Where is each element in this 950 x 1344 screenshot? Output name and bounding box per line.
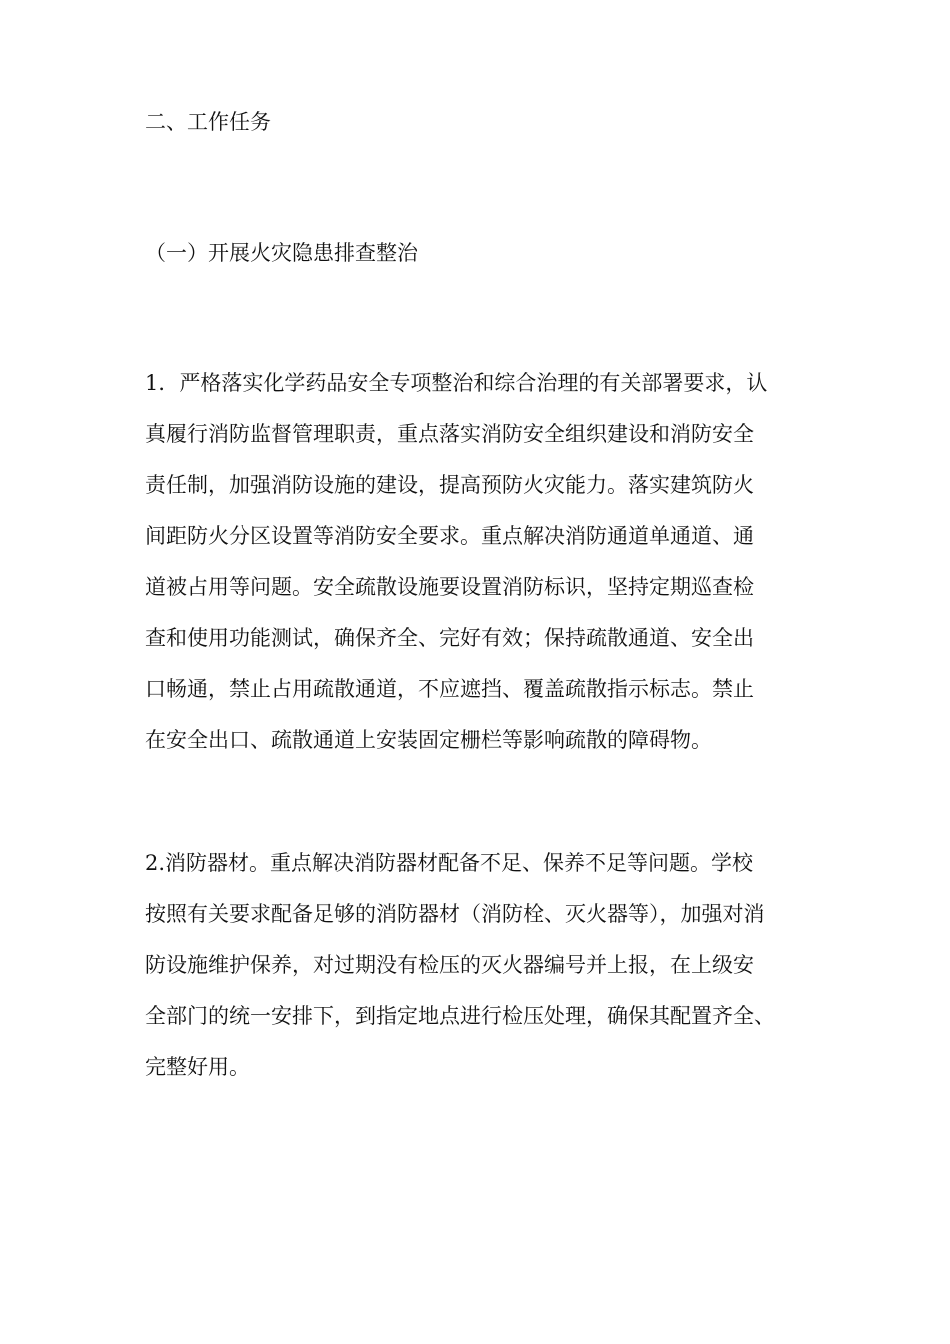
paragraph-line: 口畅通，禁止占用疏散通道，不应遮挡、覆盖疏散指示标志。禁止 <box>145 677 754 701</box>
section-heading: 二、工作任务 <box>145 110 271 134</box>
paragraph-line: 道被占用等问题。安全疏散设施要设置消防标识，坚持定期巡查检 <box>145 575 754 599</box>
paragraph-line: 查和使用功能测试，确保齐全、完好有效；保持疏散通道、安全出 <box>145 626 754 650</box>
paragraph-line: 2.消防器材。重点解决消防器材配备不足、保养不足等问题。学校 <box>145 851 754 875</box>
paragraph-line: 责任制，加强消防设施的建设，提高预防火灾能力。落实建筑防火 <box>145 473 754 497</box>
paragraph-line: 间距防火分区设置等消防安全要求。重点解决消防通道单通道、通 <box>145 524 754 548</box>
paragraph-line: 按照有关要求配备足够的消防器材（消防栓、灭火器等），加强对消 <box>145 902 765 926</box>
paragraph-line: 防设施维护保养，对过期没有检压的灭火器编号并上报，在上级安 <box>145 953 754 977</box>
paragraph-line: 全部门的统一安排下，到指定地点进行检压处理，确保其配置齐全、 <box>145 1004 775 1028</box>
paragraph-line: 1．严格落实化学药品安全专项整治和综合治理的有关部署要求，认 <box>145 371 768 395</box>
paragraph-line: 在安全出口、疏散通道上安装固定栅栏等影响疏散的障碍物。 <box>145 728 712 752</box>
paragraph-2 <box>145 848 810 1103</box>
paragraph-line: 真履行消防监督管理职责，重点落实消防安全组织建设和消防安全 <box>145 422 754 446</box>
paragraph-1 <box>145 368 810 776</box>
paragraph-line: 完整好用。 <box>145 1055 250 1079</box>
subsection-heading: （一）开展火灾隐患排查整治 <box>145 241 418 265</box>
